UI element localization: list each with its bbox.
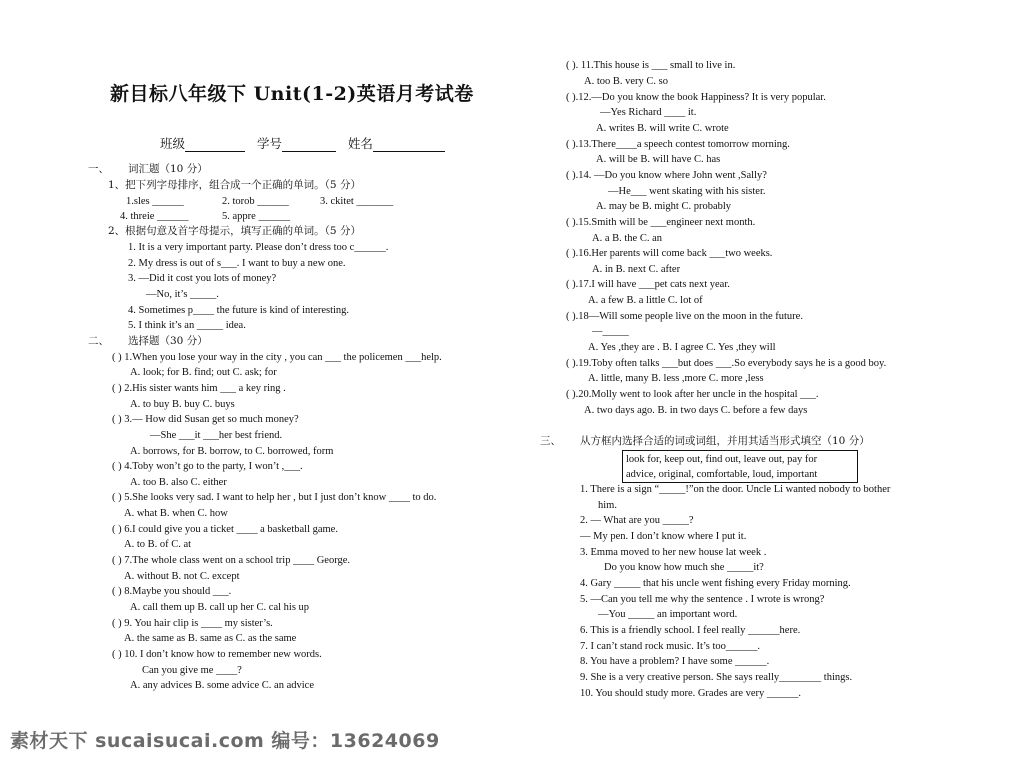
section1-part2-instruction: 2、根据句意及首字母提示，填写正确的单词。（5 分）	[108, 225, 361, 237]
mc-options: A. without B. not C. except	[124, 571, 240, 582]
mc-options: A. writes B. will write C. wrote	[596, 123, 729, 134]
student-info-line	[160, 136, 445, 152]
mc-question: ( ).14. —Do you know where John went ,Sally?	[566, 170, 767, 181]
fill-item: —You _____ an important word.	[598, 609, 738, 620]
class-label: 班级	[160, 136, 186, 151]
mc-question: ( ) 3.— How did Susan get so much money?	[112, 414, 299, 425]
mc-options: A. in B. next C. after	[592, 264, 681, 275]
mc-options: A. too B. also C. either	[130, 477, 227, 488]
scramble-4: 4. threie ______	[120, 211, 189, 222]
fill-item: 4. Gary _____ that his uncle went fishing every Friday morning.	[580, 578, 851, 589]
mc-options: A. may be B. might C. probably	[596, 201, 732, 212]
fill-item: him.	[598, 500, 617, 511]
mc-question: ( ).19.Toby often talks ___but does ___.So everybody says he is a good boy.	[566, 358, 887, 369]
scramble-1: 1.sles ______	[126, 196, 184, 207]
name-blank	[373, 138, 445, 152]
fill-item: 3. —Did it cost you lots of money?	[128, 273, 277, 284]
section3-number: 三、	[540, 435, 561, 447]
mc-question: —Yes Richard ____ it.	[600, 107, 697, 118]
mc-question: ( ) 8.Maybe you should ___.	[112, 586, 232, 597]
mc-question: ( ).16.Her parents will come back ___two weeks.	[566, 248, 773, 259]
section3-heading: 从方框内选择合适的词或词组，并用其适当形式填空（10 分）	[580, 435, 870, 447]
mc-question: ( ).13.There____a speech contest tomorrow morning.	[566, 139, 790, 150]
mc-question: ( ).20.Molly went to look after her uncle in the hospital ___.	[566, 389, 819, 400]
mc-question: —She ___it ___her best friend.	[150, 430, 283, 441]
fill-item: 8. You have a problem? I have some ______.	[580, 656, 770, 667]
mc-options: A. too B. very C. so	[584, 76, 668, 87]
word-box-line: look for, keep out, find out, leave out, pay for	[626, 454, 818, 465]
mc-options: A. to buy B. buy C. buys	[130, 399, 235, 410]
fill-item: 7. I can’t stand rock music. It’s too______.	[580, 641, 761, 652]
fill-item: 10. You should study more. Grades are very ______.	[580, 688, 802, 699]
mc-question: ( ) 10. I don’t know how to remember new words.	[112, 649, 322, 660]
fill-item: 3. Emma moved to her new house lat week .	[580, 547, 767, 558]
section1-part1-instruction: 1、把下列字母排序，组合成一个正确的单词。（5 分）	[108, 179, 361, 191]
section2-heading: 选择题（30 分）	[128, 335, 208, 347]
fill-item: 2. My dress is out of s___. I want to buy a new one.	[128, 258, 346, 269]
fill-item: 1. It is a very important party. Please don’t dress too c______.	[128, 242, 389, 253]
mc-options: A. a B. the C. an	[592, 233, 662, 244]
fill-item: 6. This is a friendly school. I feel really ______here.	[580, 625, 801, 636]
mc-options: A. two days ago. B. in two days C. before a few days	[584, 405, 808, 416]
mc-question: ( ).15.Smith will be ___engineer next month.	[566, 217, 756, 228]
mc-question: ( ) 1.When you lose your way in the city , you can ___ the policemen ___help.	[112, 352, 442, 363]
scramble-3: 3. ckitet _______	[320, 196, 394, 207]
mc-question: ( ).18—Will some people live on the moon in the future.	[566, 311, 803, 322]
id-blank	[282, 138, 336, 152]
id-label: 学号	[256, 136, 282, 151]
fill-item: —No, it’s _____.	[146, 289, 219, 300]
word-box-line: advice, original, comfortable, loud, important	[626, 469, 818, 480]
mc-question: ( ) 7.The whole class went on a school trip ____ George.	[112, 555, 351, 566]
mc-options: A. any advices B. some advice C. an advice	[130, 680, 314, 691]
fill-item: 2. — What are you _____?	[580, 515, 694, 526]
mc-question: Can you give me ____?	[142, 665, 242, 676]
fill-item: 1. There is a sign “_____!”on the door. Uncle Li wanted nobody to bother	[580, 484, 891, 495]
mc-options: A. the same as B. same as C. as the same	[124, 633, 297, 644]
section2-number: 二、	[88, 335, 109, 347]
mc-question: —_____	[592, 326, 629, 337]
watermark: 素材天下 sucaisucai.com 编号：13624069	[10, 730, 440, 752]
mc-options: A. a few B. a little C. lot of	[588, 295, 703, 306]
mc-question: —He___ went skating with his sister.	[608, 186, 766, 197]
mc-question: ( ).12.—Do you know the book Happiness? It is very popular.	[566, 92, 826, 103]
fill-item: Do you know how much she _____it?	[604, 562, 764, 573]
section1-number: 一、	[88, 163, 109, 175]
mc-question: ( ) 4.Toby won’t go to the party, I won’t ,___.	[112, 461, 303, 472]
mc-options: A. call them up B. call up her C. cal his up	[130, 602, 310, 613]
fill-item: 5. I think it’s an _____ idea.	[128, 320, 246, 331]
fill-item: 5. —Can you tell me why the sentence . I wrote is wrong?	[580, 594, 825, 605]
name-label: 姓名	[347, 136, 373, 151]
mc-options: A. will be B. will have C. has	[596, 154, 721, 165]
scramble-2: 2. torob ______	[222, 196, 289, 207]
page-title: 新目标八年级下 Unit(1-2)英语月考试卷	[110, 83, 474, 105]
scramble-5: 5. appre ______	[222, 211, 290, 222]
mc-options: A. little, many B. less ,more C. more ,less	[588, 373, 764, 384]
mc-question: ( ) 9. You hair clip is ____ my sister’s.	[112, 618, 273, 629]
class-blank	[185, 138, 245, 152]
mc-options: A. to B. of C. at	[124, 539, 192, 550]
mc-question: ( ) 6.I could give you a ticket ____ a basketball game.	[112, 524, 338, 535]
fill-item: 9. She is a very creative person. She says really________ things.	[580, 672, 853, 683]
fill-item: 4. Sometimes p____ the future is kind of interesting.	[128, 305, 350, 316]
mc-question: ( ) 5.She looks very sad. I want to help her , but I just don’t know ____ to do.	[112, 492, 437, 503]
mc-question: ( ). 11.This house is ___ small to live in.	[566, 60, 736, 71]
mc-options: A. look; for B. find; out C. ask; for	[130, 367, 277, 378]
word-box	[622, 450, 858, 483]
mc-options: A. Yes ,they are . B. I agree C. Yes ,they will	[588, 342, 776, 353]
mc-question: ( ).17.I will have ___pet cats next year.	[566, 279, 730, 290]
mc-options: A. borrows, for B. borrow, to C. borrowed, form	[130, 446, 334, 457]
section1-heading: 词汇题（10 分）	[128, 163, 208, 175]
fill-item: — My pen. I don’t know where I put it.	[580, 531, 747, 542]
mc-options: A. what B. when C. how	[124, 508, 228, 519]
mc-question: ( ) 2.His sister wants him ___ a key ring .	[112, 383, 286, 394]
